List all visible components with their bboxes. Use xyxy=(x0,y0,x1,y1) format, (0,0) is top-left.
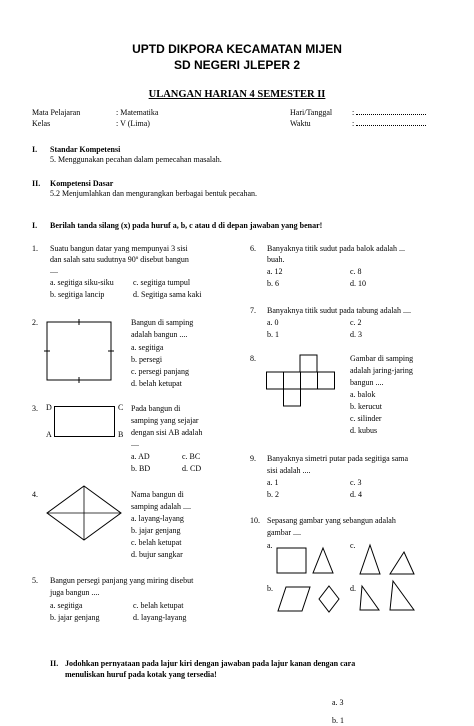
q5-line1: Bangun persegi panjang yang miring disebut xyxy=(50,576,194,585)
q4-option-a[interactable]: a. layang-layang xyxy=(131,514,184,523)
q9-line2: sisi adalah .... xyxy=(267,466,311,475)
q7-line1: Banyaknya titik sudut pada tabung adalah .... xyxy=(267,306,411,315)
q5-line2: juga bangun .... xyxy=(50,588,100,597)
time-colon: : xyxy=(352,119,355,128)
q1-option-d[interactable]: d. Segitiga sama kaki xyxy=(133,290,202,299)
q3-line1: Pada bangun di xyxy=(131,404,181,413)
q1-number: 1. xyxy=(32,244,38,253)
school-agency-title: UPTD DIKPORA KECAMATAN MIJEN xyxy=(132,42,342,56)
q6-option-d[interactable]: d. 10 xyxy=(350,279,366,288)
q9-option-a[interactable]: a. 1 xyxy=(267,478,279,487)
sk-title: Standar Kompetensi xyxy=(50,145,121,154)
q10-option-a[interactable]: a. xyxy=(267,541,273,550)
q2-option-d[interactable]: d. belah ketupat xyxy=(131,379,182,388)
q8-line1: Gambar di samping xyxy=(350,354,414,363)
q2-option-a[interactable]: a. segitiga xyxy=(131,343,164,352)
q10-option-c[interactable]: c. xyxy=(350,541,356,550)
q8-option-a[interactable]: a. balok xyxy=(350,390,376,399)
q3-vertex-c: C xyxy=(118,403,124,412)
q3-line2: samping yang sejajar xyxy=(131,416,199,425)
q6-number: 6. xyxy=(250,244,256,253)
q1-line1: Suatu bangun datar yang mempunyai 3 sisi xyxy=(50,244,188,253)
exam-title: ULANGAN HARIAN 4 SEMESTER II xyxy=(148,89,326,100)
q10-a-shapes xyxy=(276,546,336,576)
section1-instruction: Berilah tanda silang (x) pada huruf a, b, c atau d di depan jawaban yang benar! xyxy=(50,221,323,230)
q10-number: 10. xyxy=(250,516,260,525)
q3-vertex-b: B xyxy=(118,430,124,439)
matching-answer-a: a. 3 xyxy=(332,698,344,707)
q10-b-shapes xyxy=(276,584,346,614)
q3-option-a[interactable]: a. AD xyxy=(131,452,150,461)
section2-instruction-line1: Jodohkan pernyataan pada lajur kiri dengan jawaban pada lajur kanan dengan cara xyxy=(65,659,356,668)
q8-number: 8. xyxy=(250,354,256,363)
q4-option-c[interactable]: c. belah ketupat xyxy=(131,538,182,547)
q3-rectangle-figure xyxy=(54,406,116,438)
time-value xyxy=(352,119,426,129)
q8-option-d[interactable]: d. kubus xyxy=(350,426,378,435)
q1-option-c[interactable]: c. segitiga tumpul xyxy=(133,278,191,287)
school-name: SD NEGERI JLEPER 2 xyxy=(173,58,301,72)
matching-answer-b: b. 1 xyxy=(332,716,344,725)
q4-line2: samping adalah .... xyxy=(131,502,191,511)
q10-c-shapes xyxy=(358,544,418,576)
q2-square-figure xyxy=(46,321,114,383)
q4-number: 4. xyxy=(32,490,38,499)
q9-option-b[interactable]: b. 2 xyxy=(267,490,279,499)
section2-instruction-line2: menuliskan huruf pada kotak yang tersedia! xyxy=(65,670,217,679)
sk-item: 5. Menggunakan pecahan dalam pemecahan masalah. xyxy=(50,155,222,164)
q9-option-d[interactable]: d. 4 xyxy=(350,490,362,499)
q8-line3: bangun .... xyxy=(350,378,384,387)
q4-rhombus-figure xyxy=(46,485,122,541)
q2-number: 2. xyxy=(32,318,38,327)
q2-option-c[interactable]: c. persegi panjang xyxy=(131,367,189,376)
q5-number: 5. xyxy=(32,576,38,585)
q3-vertex-a: A xyxy=(46,430,52,439)
q7-option-d[interactable]: d. 3 xyxy=(350,330,362,339)
class-label: Kelas xyxy=(32,119,51,128)
day-blank-line xyxy=(356,108,426,115)
q9-line1: Banyaknya simetri putar pada segitiga sama xyxy=(267,454,409,463)
q2-line2: adalah bangun .... xyxy=(131,330,188,339)
q6-option-a[interactable]: a. 12 xyxy=(267,267,283,276)
kd-title: Kompetensi Dasar xyxy=(50,179,114,188)
q3-option-d[interactable]: d. CD xyxy=(182,464,202,473)
q8-option-c[interactable]: c. silinder xyxy=(350,414,382,423)
q7-option-c[interactable]: c. 2 xyxy=(350,318,362,327)
day-value xyxy=(352,108,426,118)
q7-option-b[interactable]: b. 1 xyxy=(267,330,279,339)
q3-option-c[interactable]: c. BC xyxy=(182,452,201,461)
q10-d-shapes xyxy=(358,580,418,612)
q9-number: 9. xyxy=(250,454,256,463)
q8-cube-net-figure xyxy=(266,354,338,414)
q5-option-a[interactable]: a. segitiga xyxy=(50,601,83,610)
q1-option-a[interactable]: a. segitiga siku-siku xyxy=(50,278,114,287)
q6-line1: Banyaknya titik sudut pada balok adalah ... xyxy=(267,244,405,253)
day-label: Hari/Tanggal xyxy=(290,108,333,117)
class-value: : V (Lima) xyxy=(116,119,150,128)
q4-option-d[interactable]: d. bujur sangkar xyxy=(131,550,183,559)
time-blank-line xyxy=(356,119,426,126)
q6-option-c[interactable]: c. 8 xyxy=(350,267,362,276)
q3-option-b[interactable]: b. BD xyxy=(131,464,151,473)
kd-number: II. xyxy=(32,179,41,188)
day-colon: : xyxy=(352,108,355,117)
subject-value: : Matematika xyxy=(116,108,159,117)
section1-number: I. xyxy=(32,221,38,230)
q4-option-b[interactable]: b. jajar genjang xyxy=(131,526,181,535)
q10-line1: Sepasang gambar yang sebangun adalah xyxy=(267,516,396,525)
sk-number: I. xyxy=(32,145,38,154)
q2-option-b[interactable]: b. persegi xyxy=(131,355,163,364)
q7-option-a[interactable]: a. 0 xyxy=(267,318,279,327)
q5-option-c[interactable]: c. belah ketupat xyxy=(133,601,184,610)
q6-line2: buah. xyxy=(267,255,285,264)
q10-line2: gambar .... xyxy=(267,528,301,537)
q10-option-b[interactable]: b. xyxy=(267,584,273,593)
q3-line4: .... xyxy=(131,439,139,448)
q5-option-b[interactable]: b. jajar genjang xyxy=(50,613,100,622)
section2-number: II. xyxy=(50,659,59,668)
q3-vertex-d: D xyxy=(46,403,52,412)
q1-option-b[interactable]: b. segitiga lancip xyxy=(50,290,105,299)
subject-label: Mata Pelajaran xyxy=(32,108,81,117)
q4-line1: Nama bangun di xyxy=(131,490,184,499)
kd-item: 5.2 Menjumlahkan dan mengurangkan berbagai bentuk pecahan. xyxy=(50,189,258,198)
q8-line2: adalah jaring-jaring xyxy=(350,366,413,375)
time-label: Waktu xyxy=(290,119,311,128)
q3-line3: dengan sisi AB adalah xyxy=(131,428,203,437)
q10-option-d[interactable]: d. xyxy=(350,584,356,593)
q7-number: 7. xyxy=(250,306,256,315)
q2-line1: Bangun di samping xyxy=(131,318,194,327)
q1-line2: dan salah satu sudutnya 90º disebut bangun xyxy=(50,255,189,264)
q1-line3: .... xyxy=(50,266,58,275)
q8-option-b[interactable]: b. kerucut xyxy=(350,402,382,411)
q3-number: 3. xyxy=(32,404,38,413)
q5-option-d[interactable]: d. layang-layang xyxy=(133,613,187,622)
q9-option-c[interactable]: c. 3 xyxy=(350,478,362,487)
q6-option-b[interactable]: b. 6 xyxy=(267,279,279,288)
